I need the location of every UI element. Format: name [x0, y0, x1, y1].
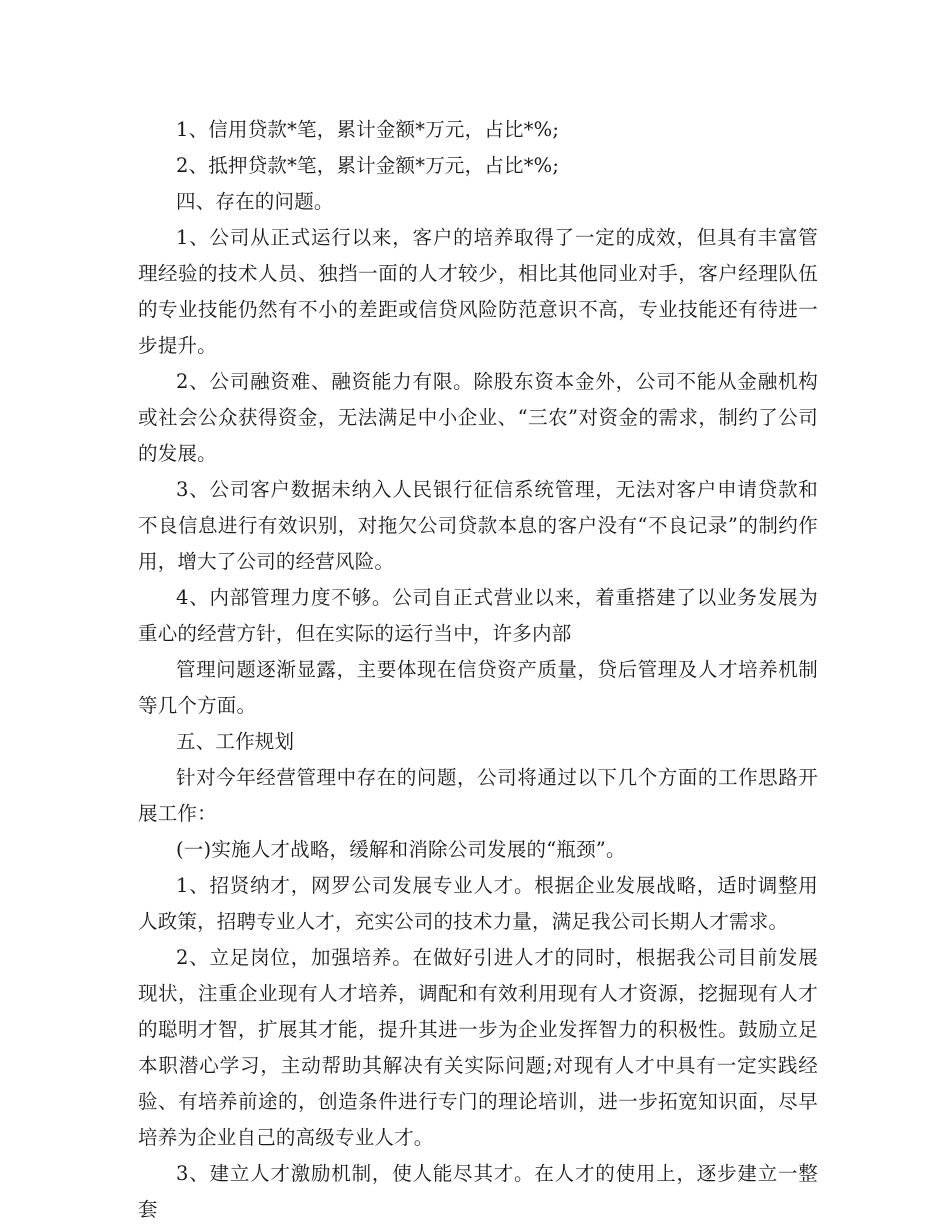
section-heading-work-plan: 五、工作规划	[176, 730, 295, 753]
paragraph-credit-loans: 1、信用贷款*笔，累计金额*万元，占比*%;	[176, 118, 560, 141]
paragraph-problem-3: 3、公司客户数据未纳入人民银行征信系统管理，无法对客户申请贷款和不良信息进行有效识别，对拖欠公司贷款本息的客户没有“不良记录”的制约作用，增大了公司的经营风险。	[138, 478, 818, 573]
paragraph-problem-2: 2、公司融资难、融资能力有限。除股东资本金外，公司不能从金融机构或社会公众获得资金，无法满足中小企业、“三农”对资金的需求，制约了公司的发展。	[138, 370, 818, 465]
paragraph-problem-4: 4、内部管理力度不够。公司自正式营业以来，着重搭建了以业务发展为重心的经营方针，但在实际的运行当中，许多内部	[138, 586, 818, 645]
paragraph-plan-2: 2、立足岗位，加强培养。在做好引进人才的同时，根据我公司目前发展现状，注重企业现有人才培养，调配和有效利用现有人才资源，挖掘现有人才的聪明才智，扩展其才能，提升其进一步为企业发挥智力的积极性。鼓励立足本职潜心学习，主动帮助其解决有关实际问题;对现有人才中具有一定实践经验、有培养前途的，创造条件进行专门的理论培训，进一步拓宽知识面，尽早培养为企业自己的高级专业人才。	[138, 946, 818, 1149]
paragraph-problem-4-continued: 管理问题逐渐显露，主要体现在信贷资产质量，贷后管理及人才培养机制等几个方面。	[138, 658, 818, 717]
document-body	[138, 112, 818, 1228]
paragraph-plan-3: 3、建立人才激励机制，使人能尽其才。在人才的使用上，逐步建立一整套	[138, 1162, 818, 1221]
section-heading-problems: 四、存在的问题。	[176, 190, 334, 213]
paragraph-problem-1: 1、公司从正式运行以来，客户的培养取得了一定的成效，但具有丰富管理经验的技术人员、独挡一面的人才较少，相比其他同业对手，客户经理队伍的专业技能仍然有不小的差距或信贷风险防范意识不高，专业技能还有待进一步提升。	[138, 226, 818, 357]
paragraph-plan-intro: 针对今年经营管理中存在的问题，公司将通过以下几个方面的工作思路开展工作：	[138, 766, 818, 825]
paragraph-plan-1: 1、招贤纳才，网罗公司发展专业人才。根据企业发展战略，适时调整用人政策，招聘专业人才，充实公司的技术力量，满足我公司长期人才需求。	[138, 874, 818, 933]
subheading-talent-strategy: (一)实施人才战略，缓解和消除公司发展的“瓶颈”。	[176, 838, 626, 861]
paragraph-mortgage-loans: 2、抵押贷款*笔，累计金额*万元，占比*%;	[176, 154, 560, 177]
